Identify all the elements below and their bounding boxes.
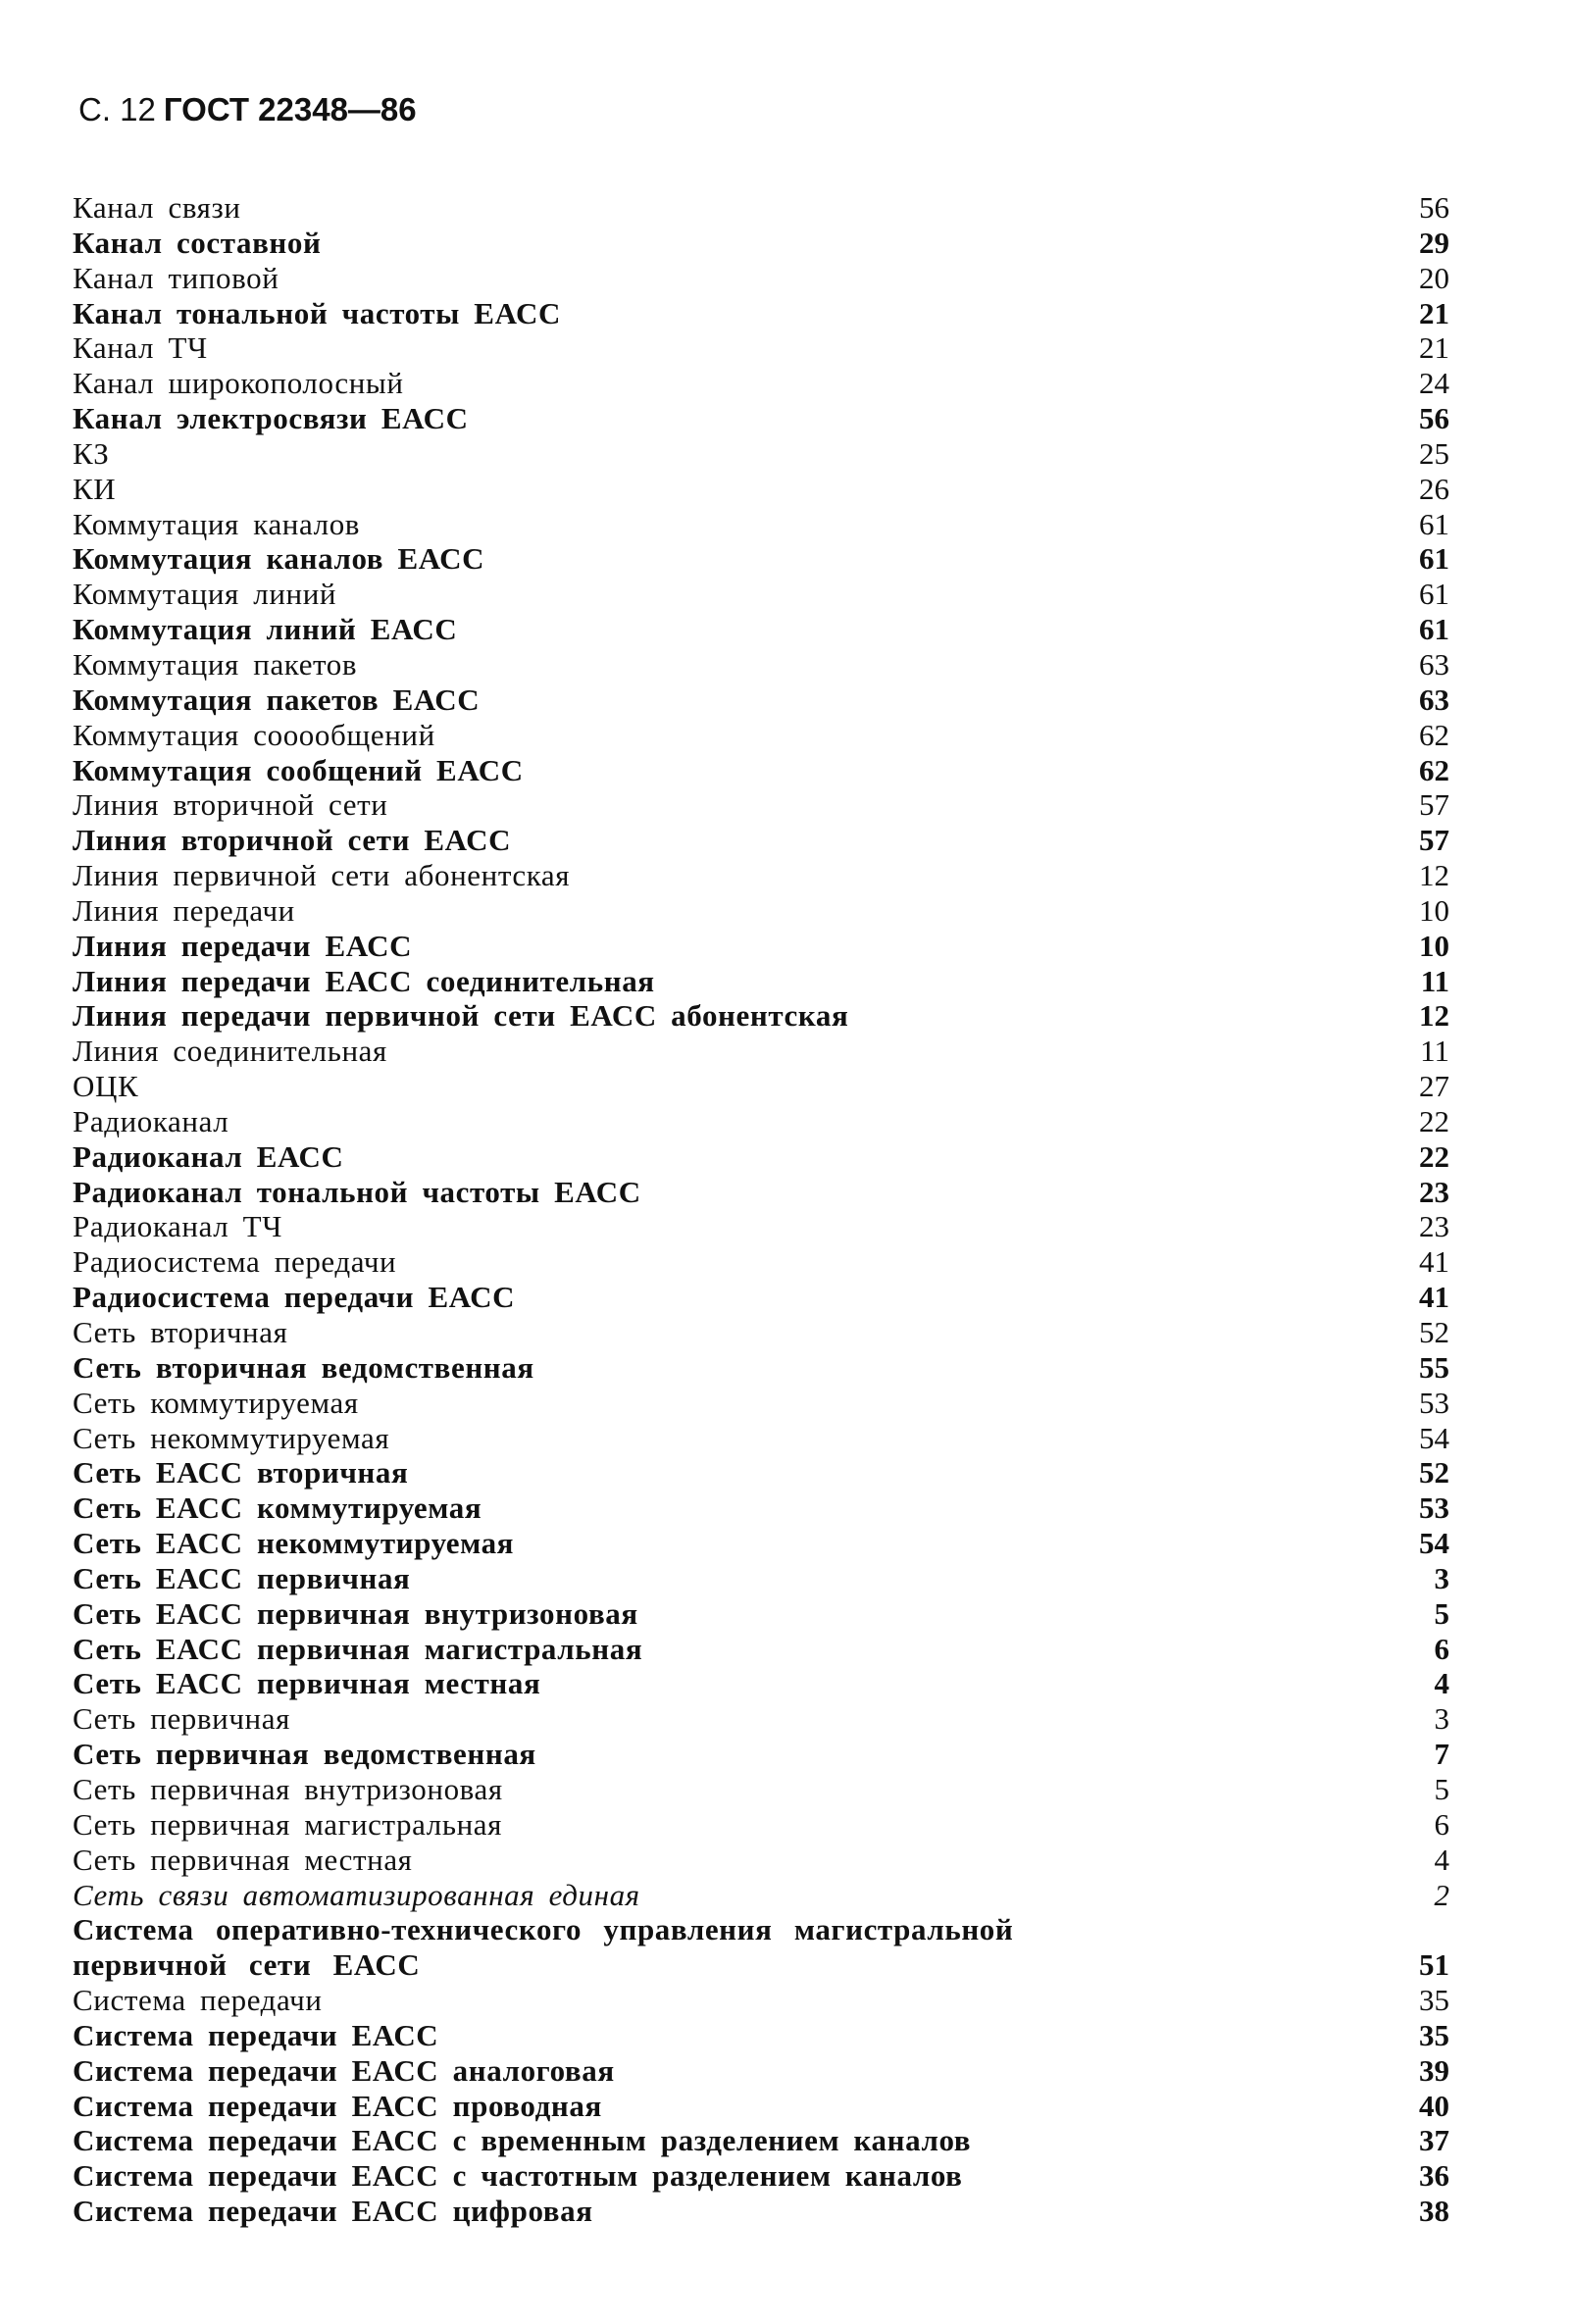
index-term: Канал широкополосный: [73, 366, 404, 401]
index-entry: [73, 1701, 1449, 1737]
index-term: Радиоканал: [73, 1103, 229, 1138]
index-entry: [73, 1807, 1449, 1843]
index-term: Сеть ЕАСС первичная магистральная: [73, 1631, 643, 1666]
index-term: Радиосистема передачи: [73, 1244, 397, 1280]
index-term: Система передачи ЕАСС с временным разделением каналов: [73, 2123, 972, 2158]
index-entry: [73, 1596, 1449, 1632]
index-term-number: 56: [1419, 190, 1449, 225]
index-term: Сеть коммутируемая: [73, 1385, 359, 1420]
index-term: Сеть ЕАСС первичная: [73, 1560, 411, 1595]
index-term-number: 22: [1419, 1103, 1449, 1138]
index-term-number: 52: [1419, 1455, 1449, 1490]
index-entry: [73, 1421, 1449, 1456]
index-entry: [73, 753, 1449, 788]
index-entry: [73, 787, 1449, 823]
index-term-number: 26: [1419, 471, 1449, 506]
index-term: КИ: [73, 471, 117, 506]
index-term-number: 41: [1419, 1280, 1449, 1315]
index-entry: [73, 682, 1449, 718]
index-term-number: 57: [1419, 823, 1449, 858]
index-term-number: 63: [1419, 646, 1449, 682]
index-term: Линия вторичной сети ЕАСС: [73, 823, 512, 858]
index-term: ОЦК: [73, 1069, 139, 1104]
index-term: Радиоканал ТЧ: [73, 1209, 282, 1244]
index-entry: [73, 1526, 1449, 1561]
index-term-number: 36: [1419, 2158, 1449, 2194]
index-entry: [73, 1455, 1449, 1490]
page-header: [78, 90, 417, 130]
index-entry: [73, 998, 1449, 1034]
index-entry: [73, 1843, 1449, 1878]
index-term: Сеть первичная магистральная: [73, 1806, 502, 1842]
index-term-number: 55: [1419, 1349, 1449, 1385]
index-term: Сеть первичная: [73, 1701, 290, 1737]
index-term: Коммутация сооообщений: [73, 717, 435, 752]
index-entry: [73, 296, 1449, 331]
index-term-number: 11: [1420, 963, 1449, 998]
index-term-number: 52: [1419, 1315, 1449, 1349]
index-term: Радиоканал тональной частоты ЕАСС: [73, 1174, 641, 1209]
index-entry: [73, 507, 1449, 542]
index-term-number: 7: [1434, 1737, 1449, 1772]
index-term-number: 6: [1434, 1806, 1449, 1842]
index-term: Коммутация пакетов: [73, 646, 358, 682]
index-entry: [73, 2053, 1449, 2089]
index-entry: [73, 1561, 1449, 1596]
index-term: Канал типовой: [73, 260, 279, 295]
index-entry: [73, 2123, 1449, 2158]
index-entry: [73, 1350, 1449, 1386]
index-entry: [73, 226, 1449, 261]
index-term: Система передачи ЕАСС аналоговая: [73, 2052, 615, 2088]
index-entry: [73, 1034, 1449, 1069]
index-entry: [73, 1983, 1449, 2018]
index-term: Канал составной: [73, 225, 322, 260]
standard-designation: ГОСТ 22348—86: [163, 91, 417, 127]
index-entry: [73, 2018, 1449, 2053]
index-entry: [73, 261, 1449, 296]
index-term-number: 54: [1419, 1526, 1449, 1561]
index-term: Линия вторичной сети: [73, 787, 388, 823]
index-term: Сеть ЕАСС коммутируемая: [73, 1490, 482, 1526]
index-entry: [73, 190, 1449, 226]
index-term: Коммутация каналов: [73, 506, 361, 541]
index-term: Сеть ЕАСС первичная местная: [73, 1666, 541, 1701]
index-term-number: 12: [1419, 858, 1449, 893]
index-entry: [73, 1772, 1449, 1807]
index-term: Сеть первичная ведомственная: [73, 1737, 536, 1772]
index-term-number: 61: [1419, 577, 1449, 612]
index-entry: [73, 858, 1449, 893]
index-entry: [73, 1104, 1449, 1139]
index-term: Коммутация линий ЕАСС: [73, 612, 458, 647]
index-term: Канал связи: [73, 190, 241, 225]
index-term-number: 62: [1419, 717, 1449, 752]
index-term: Система передачи ЕАСС цифровая: [73, 2194, 593, 2229]
index-term-number: 38: [1419, 2194, 1449, 2229]
index-term-number: 35: [1419, 2017, 1449, 2052]
index-term-number: 51: [1419, 1947, 1449, 1983]
index-term-number: 24: [1419, 366, 1449, 401]
index-term-number: 29: [1419, 225, 1449, 260]
index-entry: [73, 718, 1449, 753]
index-term: Сеть вторичная: [73, 1315, 288, 1349]
index-term-number: 27: [1419, 1069, 1449, 1104]
index-entry: [73, 1209, 1449, 1244]
index-term-number: 53: [1419, 1490, 1449, 1526]
index-term: КЗ: [73, 435, 110, 471]
index-entry: [73, 1666, 1449, 1701]
index-entry: [73, 472, 1449, 507]
index-term: Коммутация пакетов ЕАСС: [73, 682, 481, 717]
index-term-number: 22: [1419, 1138, 1449, 1174]
index-term-number: 23: [1419, 1209, 1449, 1244]
index-term: Сеть первичная внутризоновая: [73, 1771, 503, 1806]
index-entry: [73, 401, 1449, 436]
index-entry: [73, 2089, 1449, 2124]
index-term: Линия передачи: [73, 892, 295, 928]
index-term: Радиосистема передачи ЕАСС: [73, 1280, 516, 1315]
index-term-number: 23: [1419, 1174, 1449, 1209]
index-term-number: 61: [1419, 612, 1449, 647]
index-term: Линия передачи ЕАСС: [73, 928, 413, 963]
index-term-number: 3: [1434, 1701, 1449, 1737]
index-term-number: 2: [1434, 1877, 1449, 1912]
index-term: Система передачи ЕАСС с частотным разделением каналов: [73, 2158, 963, 2194]
index-entry: [73, 1244, 1449, 1280]
index-entry: [73, 1175, 1449, 1210]
index-term-number: 61: [1419, 506, 1449, 541]
index-term-number: 4: [1434, 1666, 1449, 1701]
index-entry: [73, 1632, 1449, 1667]
index-term: Сеть ЕАСС вторичная: [73, 1455, 409, 1490]
index-entry: [73, 1139, 1449, 1175]
index-term: Канал электросвязи ЕАСС: [73, 401, 469, 436]
index-term-number: 63: [1419, 682, 1449, 717]
index-entry: [73, 577, 1449, 612]
index-term-number: 11: [1420, 1034, 1449, 1069]
index-term: Канал ТЧ: [73, 330, 208, 366]
index-term: Система передачи: [73, 1983, 323, 2018]
index-term: Сеть вторичная ведомственная: [73, 1349, 534, 1385]
index-term: Сеть связи автоматизированная единая: [73, 1877, 640, 1912]
index-term: Сеть первичная местная: [73, 1842, 413, 1877]
page-number: С. 12: [78, 91, 156, 127]
index-entry: [73, 541, 1449, 577]
index-term-number: 56: [1419, 401, 1449, 436]
index-term: Радиоканал ЕАСС: [73, 1138, 344, 1174]
index-entry: [73, 436, 1449, 472]
index-term: Система передачи ЕАСС проводная: [73, 2088, 602, 2123]
index-term-number: 10: [1419, 928, 1449, 963]
index-term-number: 53: [1419, 1385, 1449, 1420]
index-term-number: 25: [1419, 435, 1449, 471]
index-term-number: 21: [1419, 330, 1449, 366]
index-term: Линия передачи ЕАСС соединительная: [73, 963, 655, 998]
index-term-number: 12: [1419, 998, 1449, 1034]
index-term: Сеть ЕАСС некоммутируемая: [73, 1526, 515, 1561]
index-term: Коммутация линий: [73, 577, 337, 612]
index-entry: [73, 823, 1449, 858]
index-entry: [73, 964, 1449, 999]
index-term: Коммутация сообщений ЕАСС: [73, 752, 524, 787]
index-entry: [73, 2158, 1449, 2194]
index-entry: [73, 1737, 1449, 1772]
index-entry: [73, 893, 1449, 929]
index-term: Линия передачи первичной сети ЕАСС абонентская: [73, 998, 849, 1034]
index-term: Сеть некоммутируемая: [73, 1420, 390, 1455]
index-entry: [73, 612, 1449, 647]
index-term-number: 20: [1419, 260, 1449, 295]
index-entry: [73, 1878, 1449, 1913]
term-index: [73, 190, 1449, 2229]
index-term-number: 6: [1434, 1631, 1449, 1666]
index-entry: [73, 1280, 1449, 1315]
index-term-number: 54: [1419, 1420, 1449, 1455]
index-term-number: 21: [1419, 295, 1449, 330]
index-term-number: 61: [1419, 541, 1449, 577]
index-term-number: 3: [1434, 1560, 1449, 1595]
index-term: Система оперативно-технического управления магистральной первичной сети ЕАСС: [73, 1912, 1014, 1983]
index-term: Коммутация каналов ЕАСС: [73, 541, 485, 577]
index-term: Сеть ЕАСС первичная внутризоновая: [73, 1595, 638, 1631]
index-term-number: 5: [1434, 1595, 1449, 1631]
index-entry: [73, 2194, 1449, 2229]
index-term: Линия соединительная: [73, 1034, 387, 1069]
index-term: Система передачи ЕАСС: [73, 2017, 439, 2052]
index-term: Линия первичной сети абонентская: [73, 858, 571, 893]
index-entry: [73, 929, 1449, 964]
index-term-number: 39: [1419, 2052, 1449, 2088]
index-entry: [73, 330, 1449, 366]
index-term-number: 37: [1419, 2123, 1449, 2158]
index-entry: [73, 366, 1449, 401]
index-term-number: 57: [1419, 787, 1449, 823]
index-term-number: 41: [1419, 1244, 1449, 1280]
index-term-number: 10: [1419, 892, 1449, 928]
index-term: Канал тональной частоты ЕАСС: [73, 295, 561, 330]
index-entry: [73, 1912, 1449, 1983]
index-entry: [73, 647, 1449, 682]
index-entry: [73, 1386, 1449, 1421]
index-term-number: 40: [1419, 2088, 1449, 2123]
index-entry: [73, 1315, 1449, 1350]
index-term-number: 35: [1419, 1983, 1449, 2018]
index-entry: [73, 1490, 1449, 1526]
index-entry: [73, 1069, 1449, 1104]
index-term-number: 62: [1419, 752, 1449, 787]
index-term-number: 4: [1434, 1842, 1449, 1877]
index-term-number: 5: [1434, 1771, 1449, 1806]
